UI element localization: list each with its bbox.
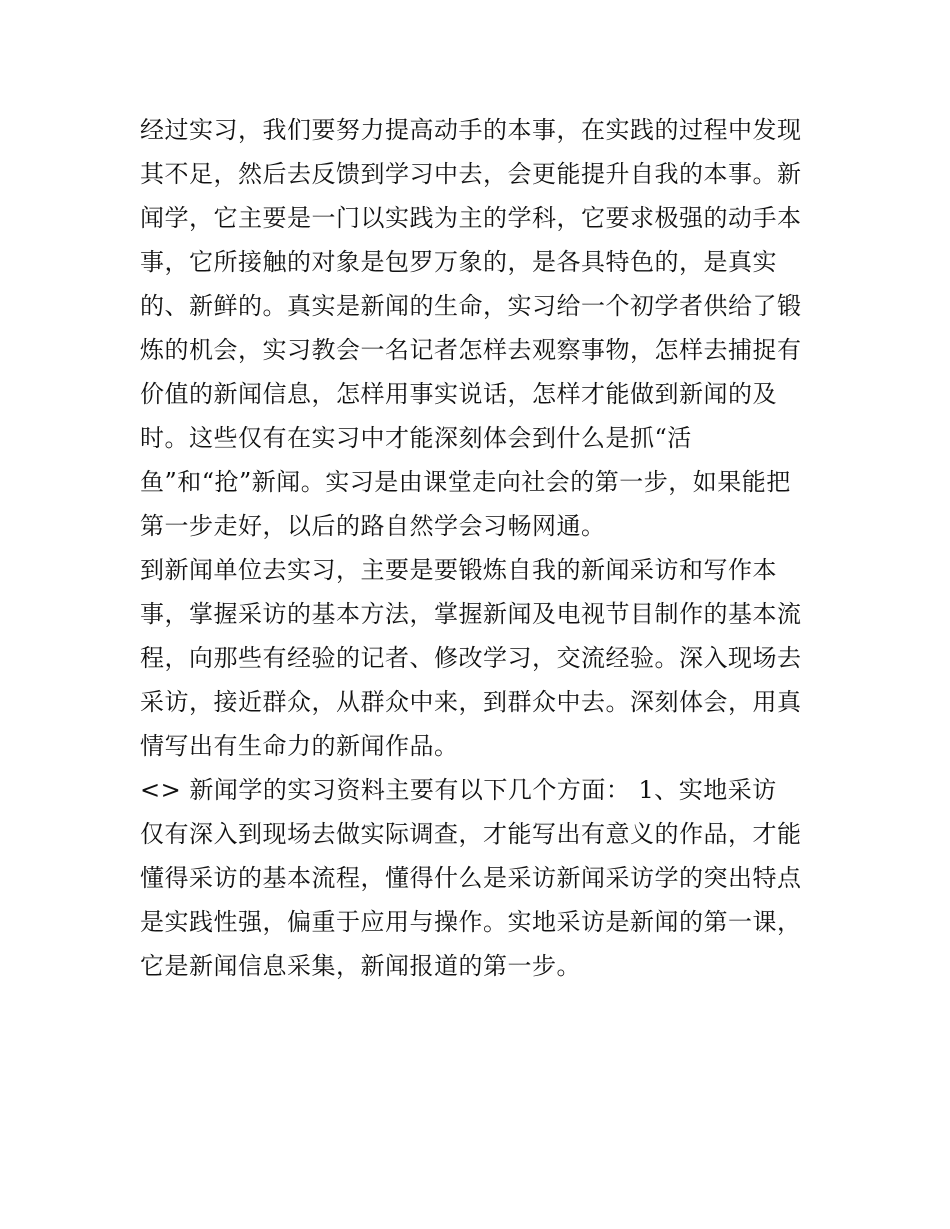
text-line: 时。这些仅有在实习中才能深刻体会到什么是抓“活	[140, 424, 692, 452]
text-line: 它是新闻信息采集，新闻报道的第一步。	[140, 952, 581, 980]
text-line: 的、新鲜的。真实是新闻的生命，实习给一个初学者供给了锻	[140, 292, 802, 320]
document-body	[140, 108, 820, 988]
text-line: 懂得采访的基本流程，懂得什么是采访新闻采访学的突出特点	[140, 864, 802, 892]
text-line: 是实践性强，偏重于应用与操作。实地采访是新闻的第一课，	[140, 908, 802, 936]
text-line: 情写出有生命力的新闻作品。	[140, 732, 459, 760]
text-line: 炼的机会，实习教会一名记者怎样去观察事物，怎样去捕捉有	[140, 336, 802, 364]
text-line: 经过实习，我们要努力提高动手的本事，在实践的过程中发现	[140, 116, 802, 144]
text-line: 闻学，它主要是一门以实践为主的学科，它要求极强的动手本	[140, 204, 802, 232]
text-line: 采访，接近群众，从群众中来，到群众中去。深刻体会，用真	[140, 688, 802, 716]
text-line: 事，它所接触的对象是包罗万象的，是各具特色的，是真实	[140, 248, 777, 276]
text-line: 第一步走好，以后的路自然学会习畅网通。	[140, 512, 606, 540]
text-line: 事，掌握采访的基本方法，掌握新闻及电视节目制作的基本流	[140, 600, 802, 628]
text-line: 鱼”和“抢”新闻。实习是由课堂走向社会的第一步，如果能把	[140, 468, 791, 496]
text-line: 其不足，然后去反馈到学习中去，会更能提升自我的本事。新	[140, 160, 802, 188]
text-line: 价值的新闻信息，怎样用事实说话，怎样才能做到新闻的及	[140, 380, 777, 408]
text-line: 到新闻单位去实习，主要是要锻炼自我的新闻采访和写作本	[140, 556, 777, 584]
text-line: 仅有深入到现场去做实际调查，才能写出有意义的作品，才能	[140, 820, 802, 848]
text-line: <> 新闻学的实习资料主要有以下几个方面： 1、实地采访	[140, 776, 777, 804]
text-line: 程，向那些有经验的记者、修改学习，交流经验。深入现场去	[140, 644, 802, 672]
